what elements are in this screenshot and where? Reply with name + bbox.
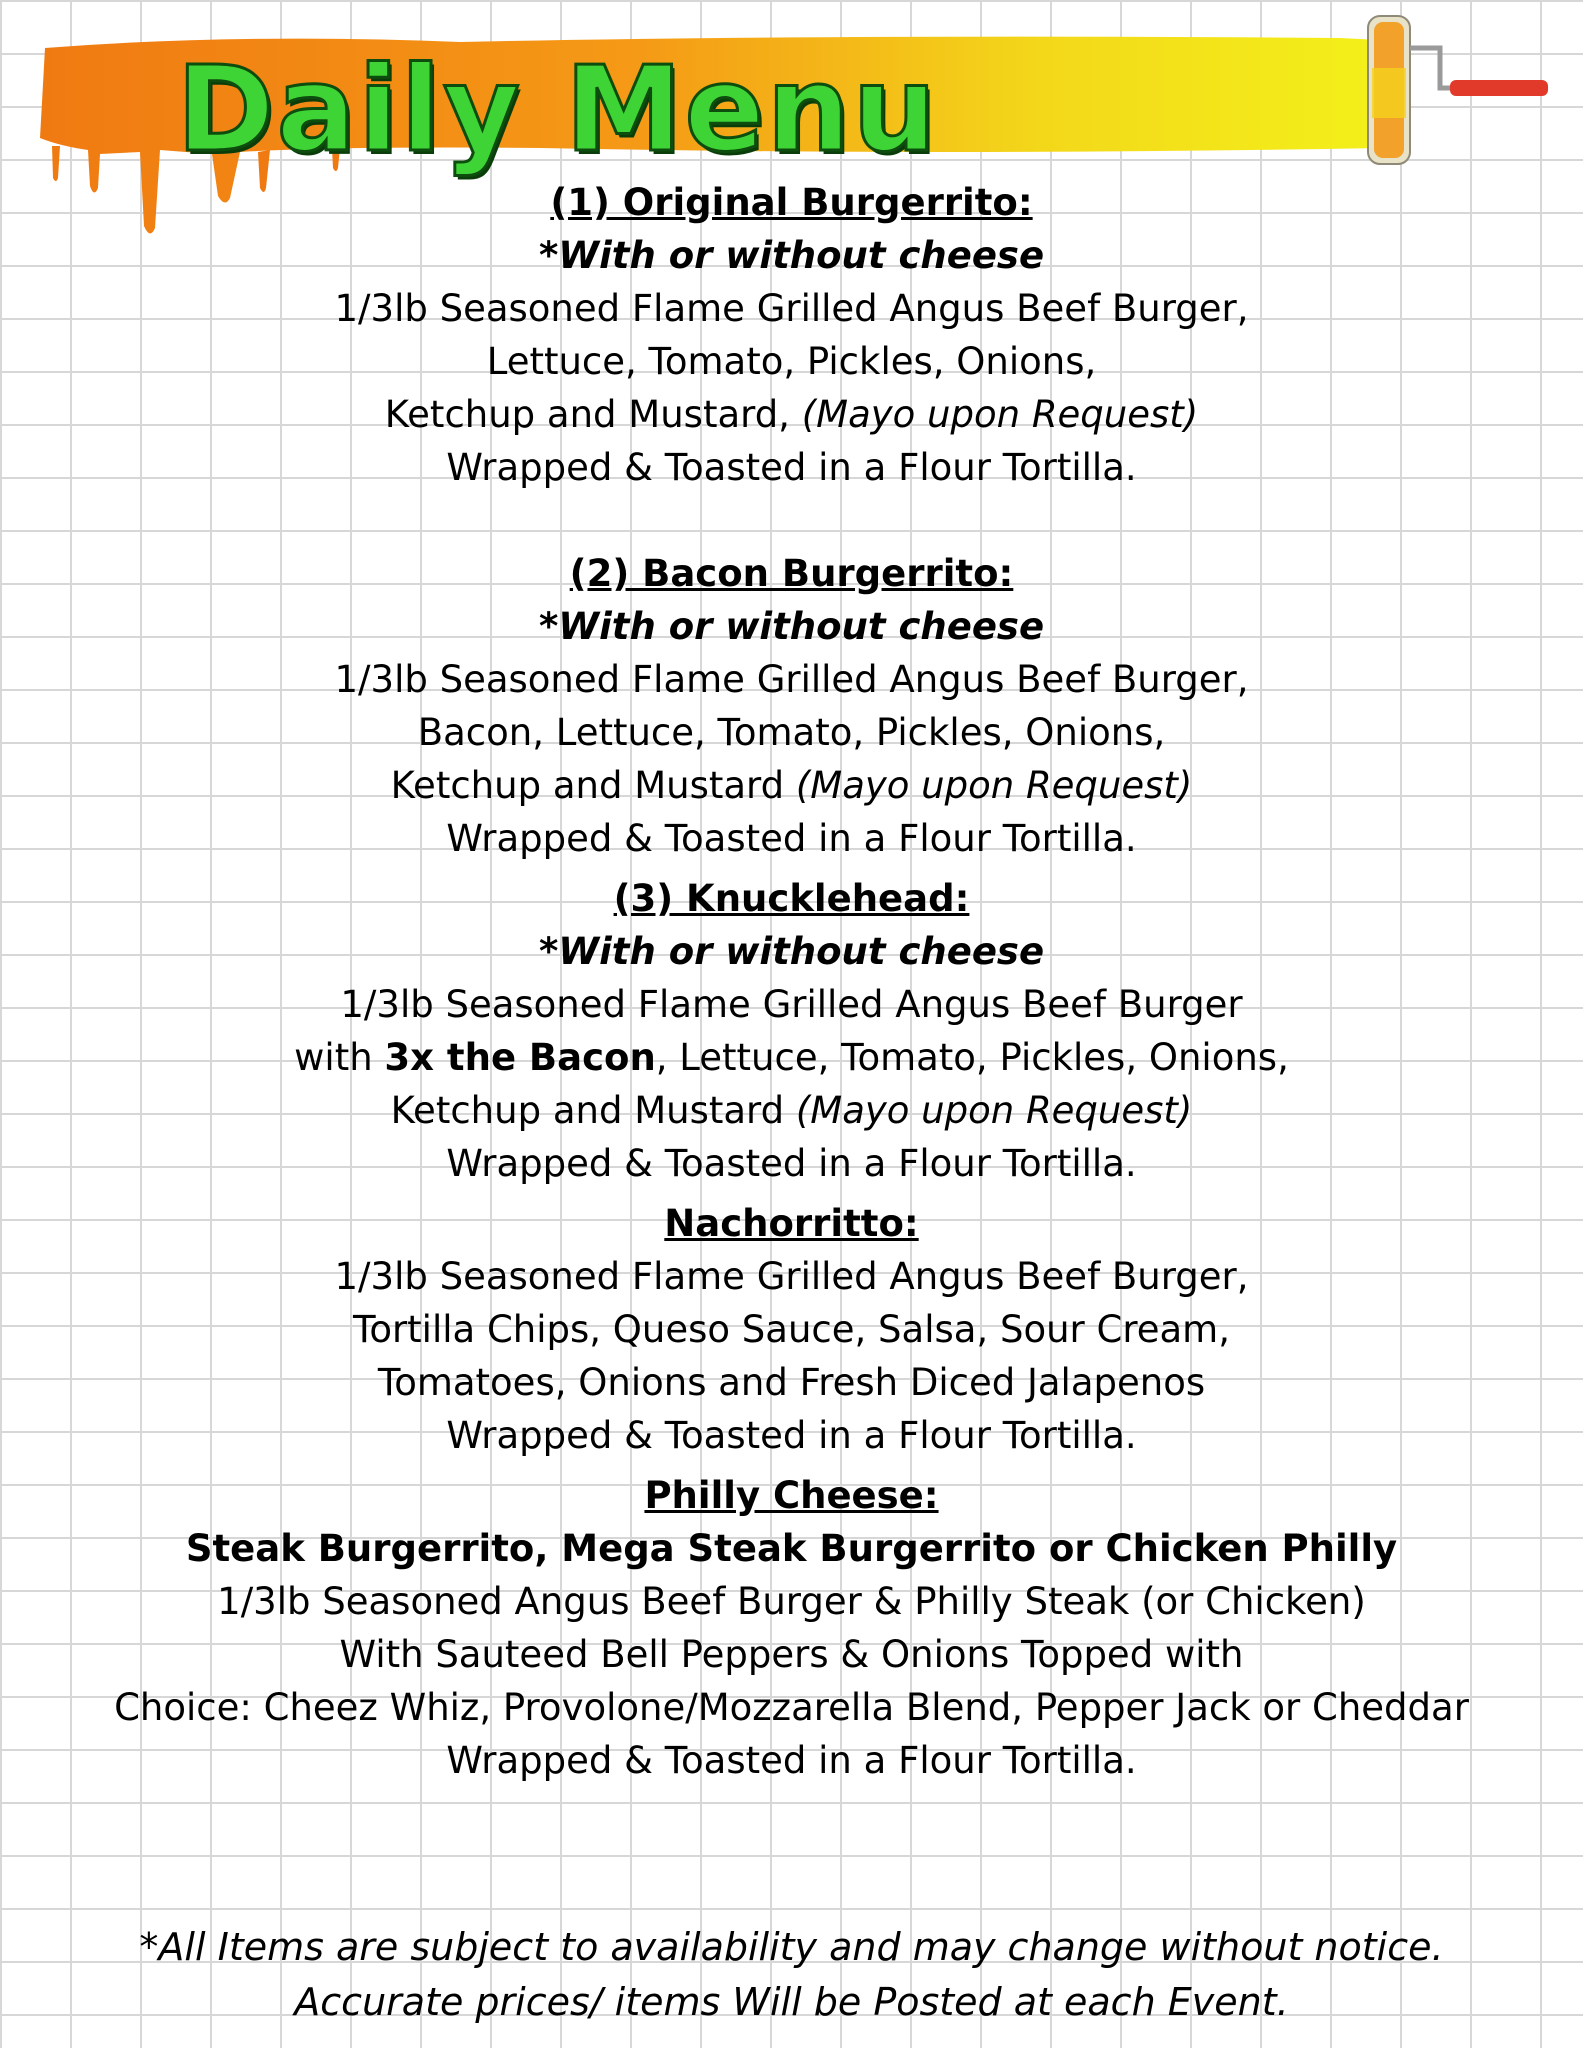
item-description-line [0, 1084, 1583, 1137]
item-description-line: Tortilla Chips, Queso Sauce, Salsa, Sour Cream, [353, 1308, 1230, 1351]
bacon-highlight: 3x the Bacon [384, 1036, 656, 1079]
item-description-line: With Sauteed Bell Peppers & Onions Topped with [339, 1633, 1244, 1676]
item-description-line: 1/3lb Seasoned Flame Grilled Angus Beef Burger, [334, 1255, 1249, 1298]
item-description-line: Choice: Cheez Whiz, Provolone/Mozzarella Blend, Pepper Jack or Cheddar [114, 1686, 1469, 1729]
item-description-line [0, 759, 1583, 812]
menu-title: Daily Menu [176, 40, 939, 178]
condiments-text: Ketchup and Mustard [390, 764, 796, 807]
item-description-line: 1/3lb Seasoned Angus Beef Burger & Philly Steak (or Chicken) [217, 1580, 1366, 1623]
availability-disclaimer [0, 1920, 1583, 2030]
item-heading: (3) Knucklehead: [613, 877, 970, 920]
menu-item-philly-cheese [0, 1469, 1583, 1787]
item-description-line: 1/3lb Seasoned Flame Grilled Angus Beef Burger, [334, 287, 1249, 330]
toppings-text: , Lettuce, Tomato, Pickles, Onions, [655, 1036, 1289, 1079]
philly-variants: Steak Burgerrito, Mega Steak Burgerrito or Chicken Philly [185, 1527, 1398, 1570]
mayo-note: (Mayo upon Request) [795, 764, 1193, 807]
item-heading: (1) Original Burgerrito: [550, 181, 1033, 224]
menu-item-knucklehead [0, 872, 1583, 1190]
menu-body [0, 176, 1583, 1787]
cheese-note: *With or without cheese [538, 930, 1045, 973]
item-description-line: 1/3lb Seasoned Flame Grilled Angus Beef Burger [340, 983, 1243, 1026]
menu-item-bacon-burgerrito [0, 547, 1583, 865]
item-description-line: Lettuce, Tomato, Pickles, Onions, [486, 340, 1097, 383]
paint-banner [40, 28, 1405, 178]
disclaimer-line: Accurate prices/ items Will be Posted at each Event. [294, 1980, 1289, 2024]
item-description-line [0, 1031, 1583, 1084]
item-description-line: Wrapped & Toasted in a Flour Tortilla. [446, 1142, 1137, 1185]
item-description-line: Wrapped & Toasted in a Flour Tortilla. [446, 817, 1137, 860]
item-description-line: Tomatoes, Onions and Fresh Diced Jalapenos [377, 1361, 1206, 1404]
item-description-line: Wrapped & Toasted in a Flour Tortilla. [446, 1414, 1137, 1457]
item-description-line: 1/3lb Seasoned Flame Grilled Angus Beef Burger, [334, 658, 1249, 701]
item-heading: Nachorritto: [664, 1202, 919, 1245]
item-description-line [0, 388, 1583, 441]
menu-item-nachorritto [0, 1197, 1583, 1462]
with-text: with [294, 1036, 385, 1079]
cheese-note: *With or without cheese [538, 234, 1045, 277]
item-description-line: Bacon, Lettuce, Tomato, Pickles, Onions, [417, 711, 1166, 754]
mayo-note: (Mayo upon Request) [795, 1089, 1193, 1132]
menu-item-original-burgerrito [0, 176, 1583, 494]
condiments-text: Ketchup and Mustard [390, 1089, 796, 1132]
condiments-text: Ketchup and Mustard, [384, 393, 802, 436]
disclaimer-line: *All Items are subject to availability and may change without notice. [139, 1925, 1444, 1969]
item-heading: (2) Bacon Burgerrito: [569, 552, 1014, 595]
mayo-note: (Mayo upon Request) [801, 393, 1199, 436]
item-description-line: Wrapped & Toasted in a Flour Tortilla. [446, 446, 1137, 489]
item-heading: Philly Cheese: [644, 1474, 939, 1517]
cheese-note: *With or without cheese [538, 605, 1045, 648]
paint-roller-icon [1350, 8, 1580, 178]
item-description-line: Wrapped & Toasted in a Flour Tortilla. [446, 1739, 1137, 1782]
